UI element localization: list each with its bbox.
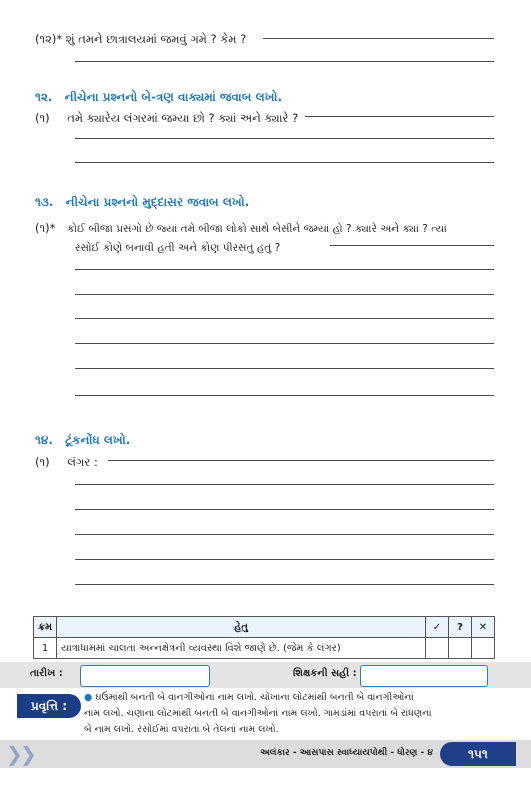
answer-line[interactable] (75, 138, 494, 139)
question-text: તમે ક્યારેય લંગરમાં જમ્યા છો ? ક્યાં અને ક્યારે ? (67, 111, 299, 125)
date-label: તારીખ : (30, 668, 63, 679)
activity-text: બે નામ લખો. રસોઈમાં વપરાતાં બે તેલનાં નામ લખો. (84, 724, 279, 735)
answer-line[interactable] (330, 245, 494, 246)
activity-text: નામ લખો. ચણાના લોટમાંથી બનતી બે વાનગીઓનાં નામ લખો. ગામડાંમાં વપરાતાં બે રાંધણનાં (84, 708, 432, 719)
learning-objective-table (33, 616, 495, 659)
table-header-row (34, 617, 495, 638)
section-heading: નીચેના પ્રશ્નનો બે-ત્રણ વાક્યમાં જવાબ લખો. (64, 90, 283, 104)
date-field[interactable] (80, 665, 210, 687)
teacher-sign-field[interactable] (360, 665, 488, 687)
page-number: ૧૫૧ (440, 742, 516, 766)
answer-line[interactable] (75, 509, 494, 510)
answer-line[interactable] (75, 484, 494, 485)
answer-line[interactable] (305, 116, 494, 117)
section-number: ૧૩. (35, 195, 54, 209)
section-heading: નીચેના પ્રશ્નનો મુદ્દાસર જવાબ લખો. (65, 195, 250, 209)
section-number: ૧૨. (35, 90, 53, 104)
answer-line[interactable] (75, 318, 494, 319)
answer-line[interactable] (75, 559, 494, 560)
question-mark-column-header: ? (449, 617, 472, 638)
column-header-number: ક્રમ (34, 617, 57, 638)
question-text: શું તમને છાત્રાલયમાં જમવું ગમે ? કેમ ? (65, 32, 247, 46)
bullet-icon: ● (84, 692, 96, 703)
answer-line[interactable] (75, 368, 494, 369)
question-text: લંગર : (67, 455, 98, 469)
question-text: રસોઈ કોણે બનાવી હતી અને કોણ પીરસતું હતું ? (75, 242, 281, 254)
question-number: (૧) (35, 455, 50, 469)
answer-line[interactable] (75, 534, 494, 535)
answer-line[interactable] (75, 294, 494, 295)
answer-line[interactable] (108, 460, 494, 461)
question-number: (૧)* (35, 221, 56, 235)
answer-line[interactable] (75, 584, 494, 585)
activity-label: પ્રવૃત્તિ : (17, 694, 81, 718)
chevron-decoration-icon: ❯ (20, 742, 37, 766)
cross-column-header: ✕ (472, 617, 495, 638)
answer-line[interactable] (75, 269, 494, 270)
answer-line[interactable] (75, 343, 494, 344)
row-number: 1 (34, 638, 57, 659)
activity-text: ઘઉંમાંથી બનતી બે વાનગીઓનાં નામ લખો. ચોખાના લોટમાંથી બનતી બે વાનગીઓનાં (95, 692, 414, 703)
table-row (34, 638, 495, 659)
question-number: (૧) (35, 111, 50, 125)
answer-line[interactable] (75, 61, 494, 62)
tick-cell[interactable] (426, 638, 449, 659)
answer-line[interactable] (75, 162, 494, 163)
column-header-objective: હેતુ (57, 617, 426, 638)
teacher-sign-label: શિક્ષકની સહી : (293, 668, 357, 679)
activity-box (84, 690, 504, 738)
objective-text: યાત્રાધામમાં ચાલતા અન્નક્ષેત્રની વ્યવસ્થા વિશે જાણે છે. (જેમ કે લંગર) (57, 638, 426, 659)
answer-line[interactable] (75, 395, 494, 396)
question-mark-cell[interactable] (449, 638, 472, 659)
chevron-decoration-icon: ❯ (6, 742, 23, 766)
question-text: કોઈ બીજા પ્રસંગો છે જ્યાં તમે બીજા લોકો સાથે બેસીને જમ્યાં હો ? ક્યારે અને ક્યાં ? ત્યાં (67, 223, 447, 235)
tick-column-header: ✓ (426, 617, 449, 638)
footer-title: અલંકાર - આસપાસ સ્વાધ્યાયપોથી - ધોરણ - ૪ (260, 748, 433, 758)
section-heading: ટૂંકનોંધ લખો. (65, 433, 131, 447)
section-number: ૧૪. (35, 433, 53, 447)
question-number: (૧૨)* (35, 32, 63, 46)
answer-line[interactable] (263, 38, 494, 39)
cross-cell[interactable] (472, 638, 495, 659)
